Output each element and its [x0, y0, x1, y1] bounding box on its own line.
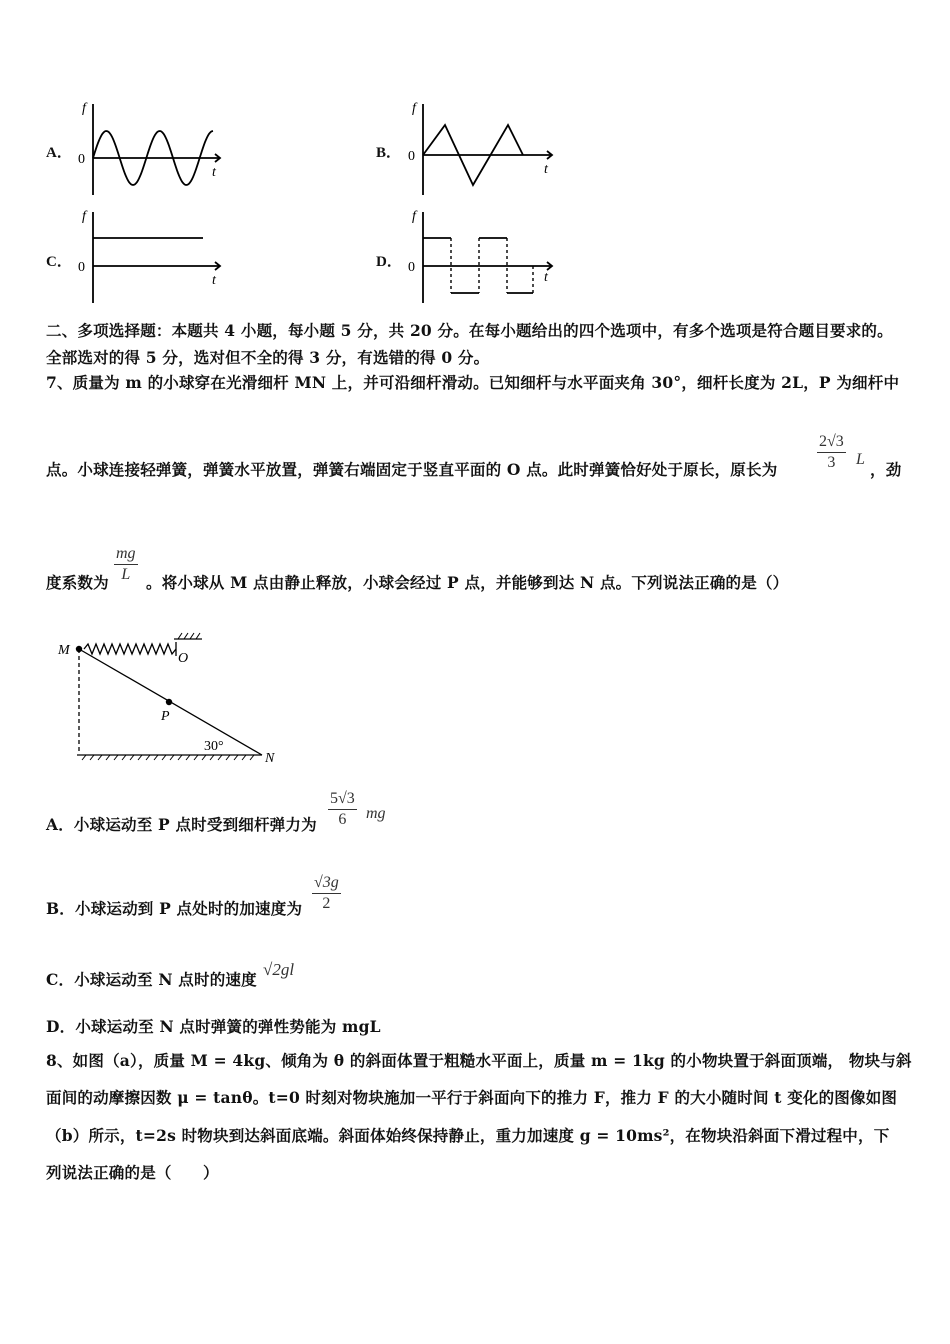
option-c-label: C． — [46, 254, 72, 270]
q7-line2: 点。小球连接轻弹簧，弹簧水平放置，弹簧右端固定于竖直平面的 O 点。此时弹簧恰好处于原长，原长为 — [46, 460, 778, 479]
label-o: O — [178, 651, 189, 666]
frac-denominator: 6 — [338, 811, 347, 828]
axis-t-label: t — [212, 165, 216, 180]
frac-bar — [114, 564, 138, 565]
frac-bar — [312, 893, 341, 894]
frac-denominator: 2 — [322, 895, 331, 912]
q7-frac-stiffness — [114, 545, 138, 584]
q7-option-a: A．小球运动至 P 点时受到细杆弹力为 — [46, 815, 317, 834]
q7-option-b: B．小球运动到 P 点处时的加速度为 — [46, 899, 303, 918]
axis-zero-label: 0 — [408, 149, 415, 164]
label-p: P — [161, 709, 170, 724]
axis-f-label: f — [82, 101, 86, 116]
q7-frac-var: L — [856, 451, 865, 468]
axis-f-label: f — [412, 101, 416, 116]
q7-line1: 7、质量为 m 的小球穿在光滑细杆 MN 上，并可沿细杆滑动。已知细杆与水平面夹角 30°，细杆长度为 2L，P 为细杆中 — [46, 373, 900, 392]
q7-line3: 。将小球从 M 点由静止释放，小球会经过 P 点，并能够到达 N 点。下列说法正确的是（） — [146, 573, 789, 592]
axis-t-label: t — [212, 273, 216, 288]
q7-option-c-math: √2gl — [263, 960, 295, 979]
q7-line3-start: 度系数为 — [46, 573, 109, 592]
q7-line2-end: ，劲 — [870, 460, 902, 479]
frac-numerator: 5√3 — [330, 790, 355, 807]
frac-numerator: mg — [116, 545, 136, 562]
section2-line1: 二、多项选择题：本题共 4 小题，每小题 5 分，共 20 分。在每小题给出的四个选项中，有多个选项是符合题目要求的。 — [46, 321, 893, 340]
ball-at-m — [76, 646, 82, 652]
option-d-label: D． — [376, 254, 402, 270]
q8-line3: （b）所示，t=2s 时物块到达斜面底端。斜面体始终保持静止，重力加速度 g = 10ms²，在物块沿斜面下滑过程中，下 — [46, 1126, 890, 1145]
q7-frac-length — [817, 433, 846, 472]
label-n: N — [265, 751, 275, 766]
graph-d-square — [400, 206, 560, 306]
axis-t-label: t — [544, 162, 548, 177]
q7-option-c: C．小球运动至 N 点时的速度 — [46, 970, 257, 989]
graph-b-triangle — [400, 98, 560, 198]
graph-a-sine — [70, 98, 230, 198]
frac-bar — [817, 452, 846, 453]
option-a-label: A． — [46, 145, 72, 161]
q7-option-a-frac — [328, 790, 357, 829]
axis-zero-label: 0 — [78, 152, 85, 167]
frac-bar — [328, 809, 357, 810]
axis-f-label: f — [82, 209, 86, 224]
graph-c-constant — [70, 206, 230, 306]
axis-t-label: t — [544, 270, 548, 285]
axis-zero-label: 0 — [78, 260, 85, 275]
q7-option-d: D．小球运动至 N 点时弹簧的弹性势能为 mgL — [46, 1017, 381, 1036]
q8-line4: 列说法正确的是（ ） — [46, 1163, 219, 1182]
q8-line2: 面间的动摩擦因数 μ = tanθ。t=0 时刻对物块施加一平行于斜面向下的推力 F，推力 F 的大小随时间 t 变化的图像如图 — [46, 1088, 898, 1107]
option-b-label: B． — [376, 145, 402, 161]
q7-incline-figure — [50, 628, 290, 773]
section2-line2: 全部选对的得 5 分，选对但不全的得 3 分，有选错的得 0 分。 — [46, 348, 490, 367]
label-angle: 30° — [204, 739, 224, 754]
frac-denominator: L — [121, 566, 131, 583]
q7-option-b-frac — [312, 874, 341, 913]
frac-numerator: √3g — [314, 874, 339, 891]
frac-denominator: 3 — [827, 454, 836, 471]
axis-zero-label: 0 — [408, 260, 415, 275]
q8-line1: 8、如图（a），质量 M = 4kg、倾角为 θ 的斜面体置于粗糙水平面上，质量 m = 1kg 的小物块置于斜面顶端， 物块与斜 — [46, 1051, 912, 1070]
point-p — [166, 699, 172, 705]
q7-option-a-var: mg — [366, 805, 386, 822]
axis-f-label: f — [412, 209, 416, 224]
frac-numerator: 2√3 — [819, 433, 844, 450]
label-m: M — [58, 643, 70, 658]
